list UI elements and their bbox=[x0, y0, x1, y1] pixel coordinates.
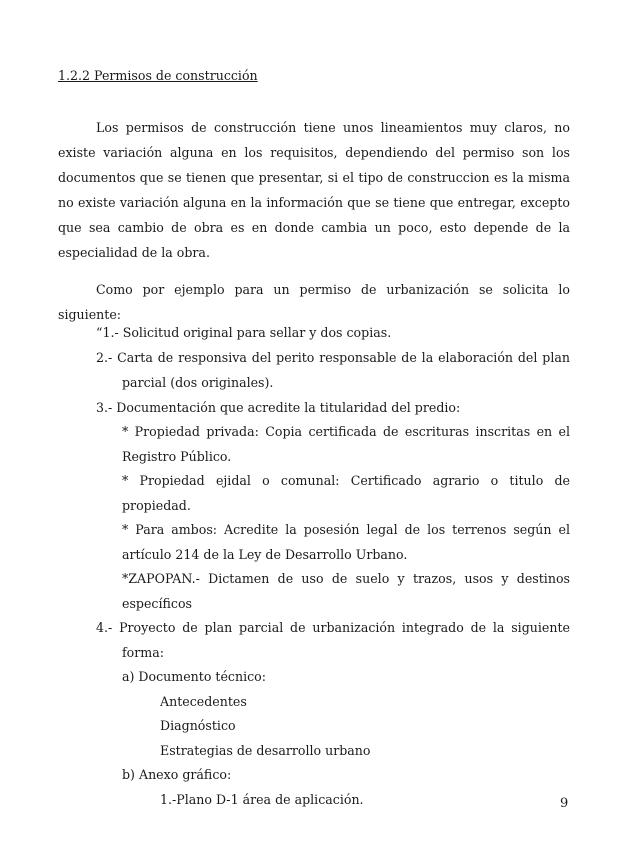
sub-item-a-antecedentes: Antecedentes bbox=[160, 694, 247, 709]
sub-item-a-diagnostico: Diagnóstico bbox=[160, 718, 236, 733]
sub-item-b-label: b) Anexo gráfico: bbox=[122, 767, 232, 782]
sub-item-both-line2: artículo 214 de la Ley de Desarrollo Urbano. bbox=[122, 547, 408, 562]
paragraph-example: Como por ejemplo para un permiso de urbanización se solicita lo siguiente: bbox=[58, 282, 570, 322]
sub-item-zapopan-line1: *ZAPOPAN.- Dictamen de uso de suelo y trazos, usos y destinos bbox=[122, 571, 570, 586]
list-item-1: “1.- Solicitud original para sellar y dos copias. bbox=[96, 325, 392, 340]
page-number: 9 bbox=[560, 796, 569, 811]
sub-item-zapopan-line2: específicos bbox=[122, 596, 193, 611]
sub-item-ejidal-line2: propiedad. bbox=[122, 498, 191, 513]
list-item-4-line1: 4.- Proyecto de plan parcial de urbanización integrado de la siguiente bbox=[96, 620, 570, 635]
list-item-4-line2: forma: bbox=[122, 645, 164, 660]
paragraph-intro: Los permisos de construcción tiene unos lineamientos muy claros, no existe variación alguna en los requisitos, dependiendo del permiso son los documentos que se tienen que presentar, si el tipo de construccion es la misma no existe variación alguna en la información que se tiene que entregar, excepto que sea cambio de obra es en donde cambia un poco, esto depende de la especialidad de la obra. bbox=[58, 120, 570, 260]
sub-item-private-line1: * Propiedad privada: Copia certificada de escrituras inscritas en el bbox=[122, 424, 570, 439]
sub-item-both-line1: * Para ambos: Acredite la posesión legal de los terrenos según el bbox=[122, 522, 570, 537]
sub-item-ejidal-line1: * Propiedad ejidal o comunal: Certificado agrario o titulo de bbox=[122, 473, 570, 488]
section-heading: 1.2.2 Permisos de construcción bbox=[58, 68, 258, 83]
list-item-2-line1: 2.- Carta de responsiva del perito responsable de la elaboración del plan bbox=[96, 350, 570, 365]
sub-item-private-line2: Registro Público. bbox=[122, 449, 232, 464]
sub-item-b-plano: 1.-Plano D-1 área de aplicación. bbox=[160, 792, 364, 807]
list-item-2-line2: parcial (dos originales). bbox=[122, 375, 274, 390]
sub-item-a-label: a) Documento técnico: bbox=[122, 669, 267, 684]
sub-item-a-estrategias: Estrategias de desarrollo urbano bbox=[160, 743, 371, 758]
list-item-3: 3.- Documentación que acredite la titularidad del predio: bbox=[96, 400, 461, 415]
